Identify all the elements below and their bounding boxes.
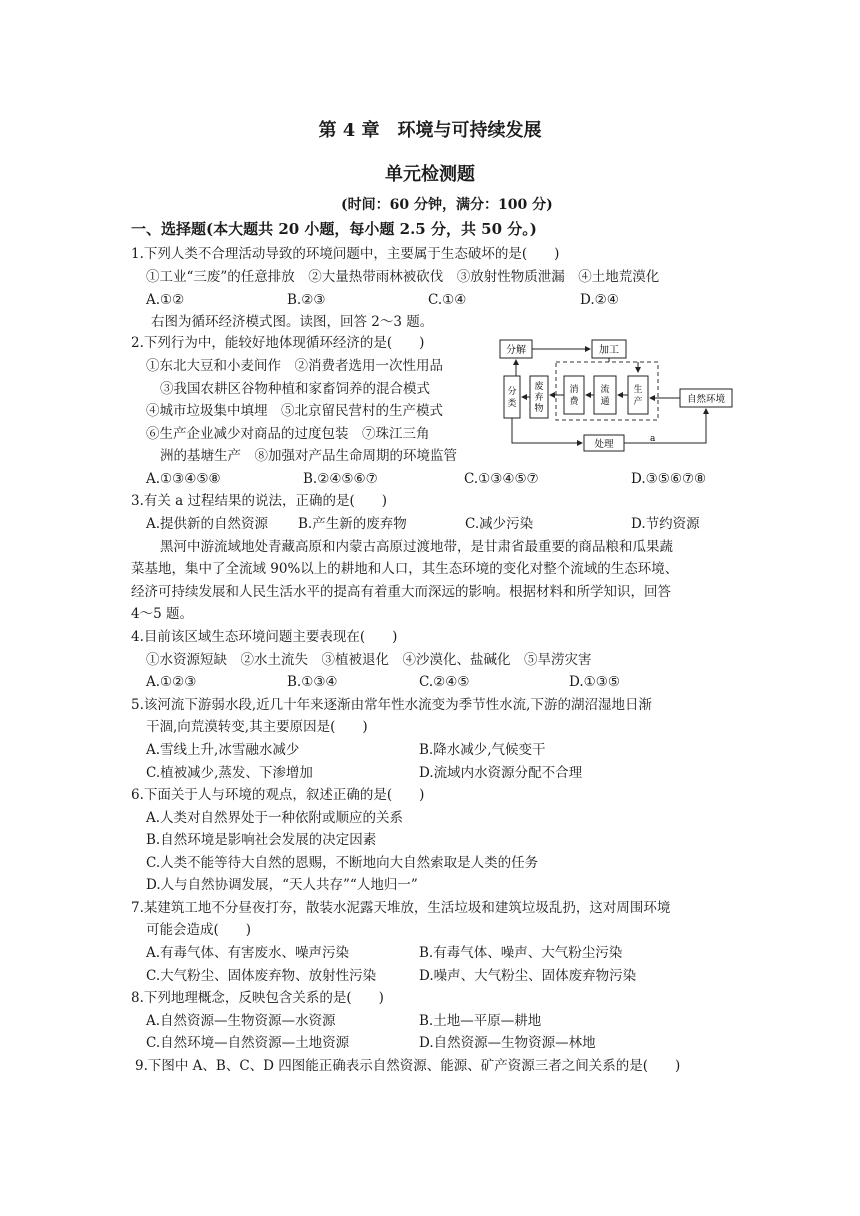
q2-line-3: ④城市垃圾集中填埋 ⑤北京留民营村的生产模式 (146, 403, 443, 419)
q5-option-a: A.雪线上升,冰雪融水减少 (146, 742, 300, 758)
question-4-items: ①水资源短缺 ②水土流失 ③植被退化 ④沙漠化、盐碱化 ⑤旱涝灾害 (146, 652, 592, 668)
box-xiaofei (564, 376, 584, 414)
label-feiqiwu (534, 380, 543, 414)
q7-option-a: A.有毒气体、有害废水、噪声污染 (146, 945, 350, 961)
label-a: a (650, 434, 656, 444)
question-6-stem: 6.下面关于人与环境的观点，叙述正确的是( ) (131, 787, 425, 803)
q1-option-a: A.①② (146, 292, 185, 308)
q3-option-b: B.产生新的废弃物 (298, 516, 407, 532)
question-7-stem-1: 7.某建筑工地不分昼夜打夯，散装水泥露天堆放，生活垃圾和建筑垃圾乱扔，这对周围环境 (131, 900, 671, 916)
q4-option-b: B.①③④ (287, 674, 338, 690)
passage-line-2: 菜基地，集中了全流域 90%以上的耕地和人口，其生态环境的变化对整个流域的生态环境、 (131, 561, 679, 577)
question-4-stem: 4.目前该区域生态环境问题主要表现在( ) (131, 629, 398, 645)
passage-line-1: 黑河中游流域地处青藏高原和内蒙古高原过渡地带，是甘肃省最重要的商品粮和瓜果蔬 (160, 539, 673, 555)
exam-meta: (时间：60 分钟，满分：100 分) (341, 197, 553, 213)
q2-line-2: ③我国农耕区谷物种植和家畜饲养的混合模式 (160, 381, 430, 397)
label-fenlei-1: 分 (507, 387, 517, 397)
q2-line-5: 洲的基塘生产 ⑧加强对产品生命周期的环境监管 (160, 448, 457, 464)
q8-option-b: B.土地—平原—耕地 (419, 1013, 542, 1029)
q3-option-d: D.节约资源 (631, 516, 700, 532)
q4-option-d: D.①③⑤ (569, 674, 620, 690)
question-9-stem: 9.下图中 A、B、C、D 四图能正确表示自然资源、能源、矿产资源三者之间关系的是( ) (135, 1058, 681, 1074)
q6-option-c: C.人类不能等待大自然的恩赐，不断地向大自然索取是人类的任务 (146, 855, 539, 871)
label-fenlei-2: 类 (507, 399, 517, 409)
circular-economy-diagram (498, 332, 738, 452)
q4-option-a: A.①②③ (146, 674, 197, 690)
section-heading: 一、选择题(本大题共 20 小题，每小题 2.5 分，共 50 分。) (131, 220, 537, 238)
q2-option-d: D.③⑤⑥⑦⑧ (631, 471, 707, 487)
passage-line-3: 经济可持续发展和人民生活水平的提高有着重大而深远的影响。根据材料和所学知识，回答 (131, 584, 671, 600)
question-7-stem-2: 可能会造成( ) (146, 922, 252, 938)
q5-option-c: C.植被减少,蒸发、下渗增加 (146, 765, 313, 781)
q7-option-b: B.有毒气体、噪声、大气粉尘污染 (419, 945, 623, 961)
label-fenjie: 分解 (506, 345, 526, 356)
box-fenlei (504, 376, 520, 418)
q2-option-c: C.①③④⑤⑦ (464, 471, 539, 487)
question-1-stem: 1.下列人类不合理活动导致的环境问题中，主要属于生态破坏的是( ) (131, 246, 560, 262)
q6-option-d: D.人与自然协调发展，“天人共存”“人地归一” (146, 877, 418, 893)
label-liutong-2: 通 (600, 397, 610, 407)
label-feiqiwu-3: 物 (534, 404, 544, 414)
box-shengchan (628, 376, 648, 414)
q7-option-d: D.噪声、大气粉尘、固体废弃物污染 (419, 968, 637, 984)
q8-option-c: C.自然环境—自然资源—土地资源 (146, 1035, 350, 1051)
question-5-stem-1: 5.该河流下游弱水段,近几十年来逐渐由常年性水流变为季节性水流,下游的湖沼湿地日渐 (131, 697, 652, 713)
arrow-fenlei-chuli (512, 418, 582, 443)
question-8-stem: 8.下列地理概念，反映包含关系的是( ) (131, 990, 384, 1006)
question-2-stem: 2.下列行为中，能较好地体现循环经济的是( ) (131, 335, 425, 351)
q2-option-a: A.①③④⑤⑧ (146, 471, 221, 487)
label-xiaofei-2: 费 (569, 397, 579, 407)
label-ziran: 自然环境 (686, 394, 726, 405)
q5-option-d: D.流域内水资源分配不合理 (419, 765, 583, 781)
q6-option-a: A.人类对自然界处于一种依附或顺应的关系 (146, 810, 404, 826)
q1-option-b: B.②③ (287, 292, 326, 308)
label-shengchan-2: 产 (633, 397, 643, 407)
intro-2-3: 右图为循环经济模式图。读图，回答 2～3 题。 (151, 314, 434, 330)
q7-option-c: C.大气粉尘、固体废弃物、放射性污染 (146, 968, 377, 984)
box-liutong (594, 376, 616, 414)
q2-line-4: ⑥生产企业减少对商品的过度包装 ⑦珠江三角 (146, 426, 430, 442)
q2-option-b: B.②④⑤⑥⑦ (303, 471, 378, 487)
q1-option-d: D.②④ (580, 292, 619, 308)
label-shengchan-1: 生 (633, 385, 643, 395)
label-feiqiwu-2: 弃 (534, 393, 544, 403)
q1-option-c: C.①④ (428, 292, 467, 308)
label-jiagong: 加工 (599, 345, 619, 356)
passage-line-4: 4～5 题。 (131, 606, 193, 622)
question-3-stem: 3.有关 a 过程结果的说法，正确的是( ) (131, 493, 388, 509)
question-1-items: ①工业“三废”的任意排放 ②大量热带雨林被砍伐 ③放射性物质泄漏 ④土地荒漠化 (146, 269, 660, 285)
q5-option-b: B.降水减少,气候变干 (419, 742, 546, 758)
label-liutong-1: 流 (600, 385, 610, 395)
label-xiaofei-1: 消 (569, 385, 579, 395)
q3-option-a: A.提供新的自然资源 (146, 516, 269, 532)
q2-line-1: ①东北大豆和小麦间作 ②消费者选用一次性用品 (146, 358, 443, 374)
q3-option-c: C.减少污染 (465, 516, 534, 532)
q8-option-d: D.自然资源—生物资源—林地 (419, 1035, 596, 1051)
question-5-stem-2: 干涸,向荒漠转变,其主要原因是( ) (146, 719, 368, 735)
q8-option-a: A.自然资源—生物资源—水资源 (146, 1013, 336, 1029)
label-chuli: 处理 (594, 439, 614, 450)
chapter-title: 第 4 章 环境与可持续发展 (318, 120, 542, 141)
label-feiqiwu-1: 废 (534, 382, 544, 392)
page-subtitle: 单元检测题 (385, 164, 475, 185)
q6-option-b: B.自然环境是影响社会发展的决定因素 (146, 832, 377, 848)
q4-option-c: C.②④⑤ (419, 674, 470, 690)
